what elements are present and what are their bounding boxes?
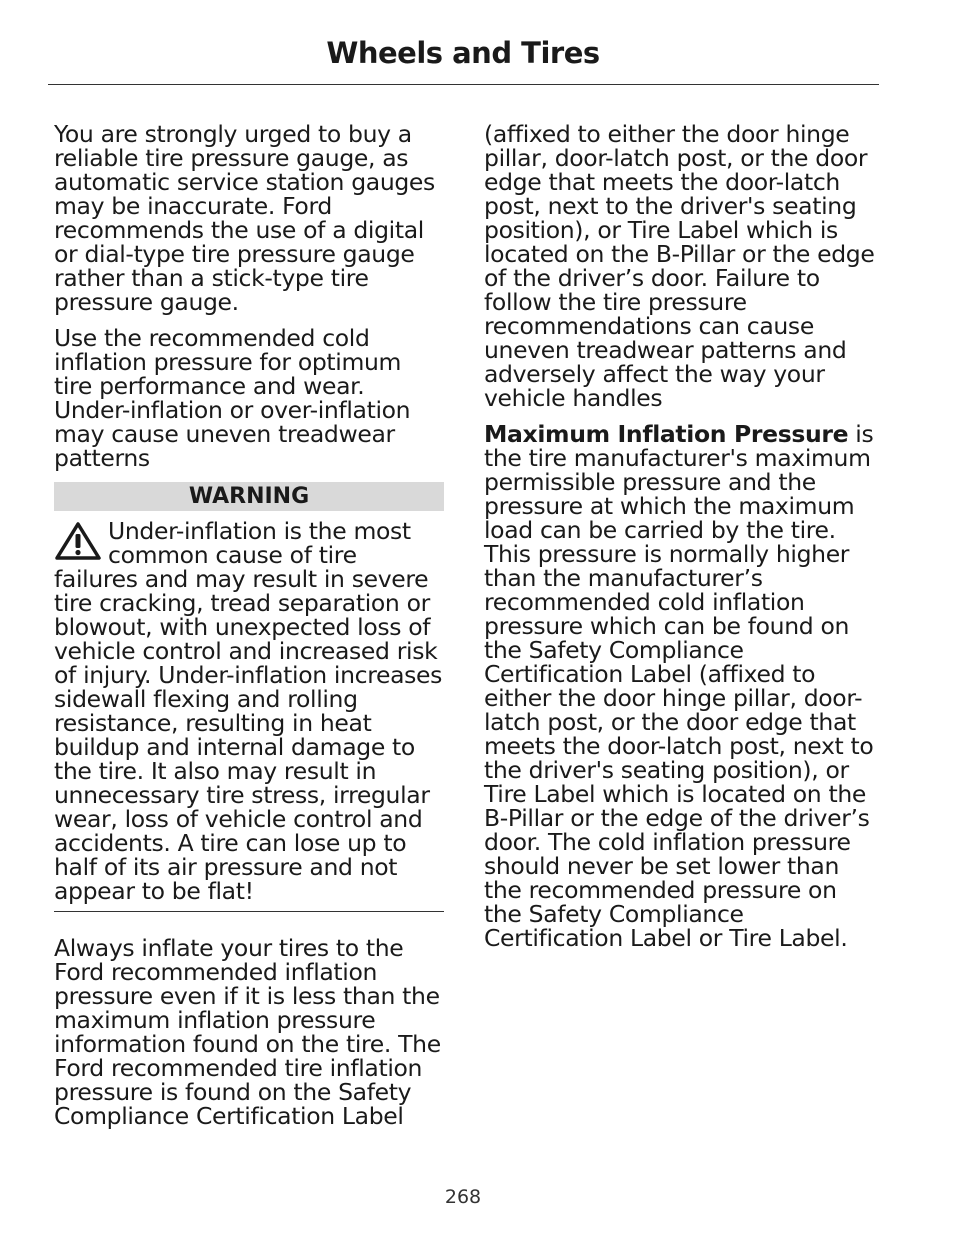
- warning-body: [54, 519, 444, 903]
- warning-end-divider: [54, 911, 444, 912]
- max-inflation-term: Maximum Inflation Pressure: [484, 420, 849, 448]
- cold-inflation-paragraph: Use the recommended cold inflation pressure for optimum tire performance and wear. Under-inflation or over-inflation may cause uneven treadwear patterns: [54, 324, 411, 472]
- page-number: 268: [444, 1186, 482, 1208]
- header-divider: [48, 84, 879, 85]
- always-inflate-paragraph: Always inflate your tires to the Ford recommended inflation pressure even if it is less than the maximum inflation pressure information found on the tire. The Ford recommended tire inflation pressure is found on the Safety Compliance Certification Label: [54, 934, 441, 1130]
- label-location-paragraph: (affixed to either the door hinge pillar, door-latch post, or the door edge that meets the door-latch post, next to the driver's seating position), or Tire Label which is located on the B-Pillar or the edge of the driver’s door. Failure to follow the tire pressure recommendations can cause uneven treadwear patterns and adversely affect the way your vehicle handles: [484, 120, 875, 412]
- warning-text: Under-inflation is the most common cause of tire failures and may result in severe tire cracking, tread separation or blowout, with unexpected loss of vehicle control and increased risk of injury. Under-inflation increases sidewall flexing and rolling resistance, resulting in heat buildup and internal damage to the tire. It also may result in unnecessary tire stress, irregular wear, loss of vehicle control and accidents. A tire can lose up to half of its air pressure and not appear to be flat!: [54, 517, 443, 905]
- left-column: [54, 122, 444, 1140]
- page-title: Wheels and Tires: [326, 36, 600, 70]
- right-column: [484, 122, 876, 962]
- gauge-paragraph: You are strongly urged to buy a reliable tire pressure gauge, as automatic service station gauges may be inaccurate. Ford recommends the use of a digital or dial-type tire pressure gauge rather than a stick-type tire pressure gauge.: [54, 120, 435, 316]
- warning-heading: WARNING: [54, 482, 444, 511]
- max-inflation-paragraph: [484, 422, 876, 950]
- max-inflation-definition: is the tire manufacturer's maximum permissible pressure and the pressure at which the maximum load can be carried by the tire. This pressure is normally higher than the manufacturer’s recommended cold inflation pressure which can be found on the Safety Compliance Certification Label (affixed to either the door hinge pillar, door-latch post, or the door edge that meets the door-latch post, next to the driver's seating position), or Tire Label which is located on the B-Pillar or the edge of the driver’s door. The cold inflation pressure should never be set lower than the recommended pressure on the Safety Compliance Certification Label or Tire Label.: [484, 420, 874, 952]
- warning-triangle-icon: [54, 521, 102, 561]
